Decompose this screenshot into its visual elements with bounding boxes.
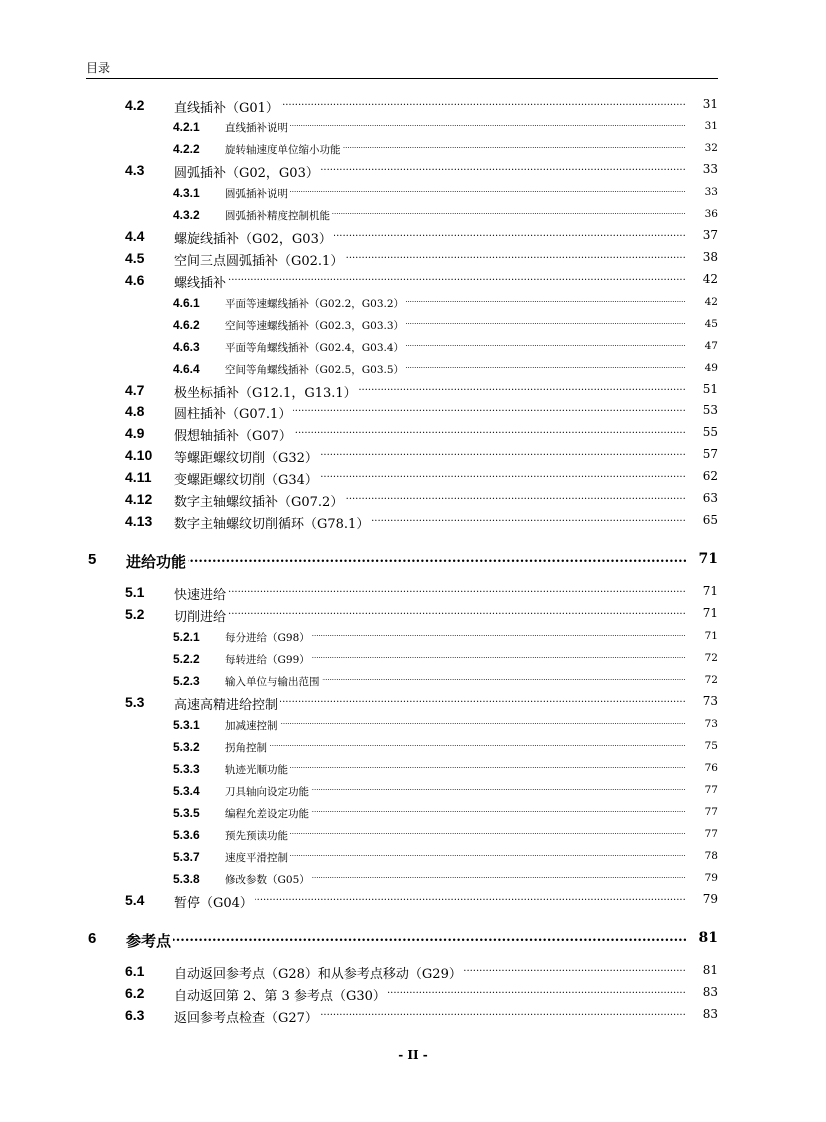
toc-entry-title: 圆柱插补（G07.1）: [174, 403, 293, 422]
toc-leader-dots: [126, 551, 696, 566]
toc-entry-number: 4.2: [125, 97, 145, 113]
toc-entry-title: 进给功能: [126, 553, 187, 571]
toc-entry-title: 刀具轴向设定功能: [225, 786, 309, 798]
toc-entry-title: 自动返回第 2、第 3 参考点（G30）: [174, 985, 388, 1004]
toc-entry-page: 75: [686, 740, 718, 752]
toc-entry[interactable]: [0, 183, 826, 203]
toc-entry-number: 6: [88, 930, 97, 947]
toc-leader-dots: [126, 930, 696, 945]
toc-entry-page: 71: [686, 606, 718, 620]
toc-entry[interactable]: [0, 962, 826, 982]
toc-leader-dots: [225, 120, 696, 128]
toc-leader-dots: [174, 272, 696, 283]
toc-entry-title: 假想轴插补（G07）: [174, 425, 294, 444]
toc-entry-number: 4.6.3: [173, 340, 200, 354]
toc-entry[interactable]: [0, 227, 826, 247]
toc-entry[interactable]: [0, 337, 826, 357]
toc-entry-title: 返回参考点检查（G27）: [174, 1007, 320, 1026]
toc-entry-number: 5.3.8: [173, 872, 200, 886]
toc-entry-number: 4.6.1: [173, 296, 200, 310]
toc-entry-number: 5.3.2: [173, 740, 200, 754]
toc-entry-number: 4.5: [125, 250, 145, 266]
toc-entry-title: 高速高精进给控制: [174, 694, 280, 713]
toc-entry[interactable]: [0, 930, 826, 950]
toc-entry-title: 每转进给（G99）: [225, 654, 310, 666]
toc-entry-page: 32: [686, 142, 718, 154]
toc-entry-page: 62: [686, 469, 718, 483]
toc-entry-page: 71: [686, 630, 718, 642]
toc-entry-title: 螺旋线插补（G02，G03）: [174, 228, 334, 247]
toc-entry-number: 5.3.1: [173, 718, 200, 732]
toc-entry-page: 31: [686, 97, 718, 111]
toc-entry-page: 63: [686, 491, 718, 505]
toc-entry-page: 49: [686, 362, 718, 374]
toc-entry[interactable]: [0, 271, 826, 291]
toc-entry-page: 72: [686, 674, 718, 686]
toc-entry-number: 5.4: [125, 892, 145, 908]
toc-entry-number: 4.4: [125, 228, 145, 244]
toc-entry-title: 空间等速螺线插补（G02.3，G03.3）: [225, 320, 405, 332]
toc-entry-page: 31: [686, 120, 718, 132]
toc-entry-title: 暂停（G04）: [174, 892, 255, 911]
toc-entry[interactable]: [0, 161, 826, 181]
toc-entry-title: 数字主轴螺纹切削循环（G78.1）: [174, 513, 371, 532]
toc-entry-number: 5.3: [125, 694, 145, 710]
toc-leader-dots: [174, 584, 696, 595]
toc-entry[interactable]: [0, 627, 826, 647]
toc-entry[interactable]: [0, 605, 826, 625]
toc-leader-dots: [225, 762, 696, 770]
toc-entry-title: 轨迹光顺功能: [225, 764, 288, 776]
toc-entry-page: 42: [686, 296, 718, 308]
toc-entry-number: 5: [88, 551, 97, 568]
toc-entry-title: 参考点: [126, 932, 172, 950]
toc-leader-dots: [225, 850, 696, 858]
toc-entry[interactable]: [0, 737, 826, 757]
toc-entry[interactable]: [0, 96, 826, 116]
toc-entry-page: 76: [686, 762, 718, 774]
toc-entry-page: 83: [686, 985, 718, 999]
toc-entry-page: 73: [686, 694, 718, 708]
toc-entry-page: 81: [686, 930, 718, 946]
page-number: - II -: [398, 1048, 428, 1062]
toc-entry-number: 4.7: [125, 382, 145, 398]
toc-entry-page: 65: [686, 513, 718, 527]
toc-entry-title: 平面等速螺线插补（G02.2，G03.2）: [225, 298, 405, 310]
toc-entry-number: 4.6: [125, 272, 145, 288]
toc-entry[interactable]: [0, 649, 826, 669]
toc-entry-page: 77: [686, 828, 718, 840]
toc-entry-number: 6.2: [125, 985, 145, 1001]
toc-entry-title: 极坐标插补（G12.1，G13.1）: [174, 382, 359, 401]
toc-entry[interactable]: [0, 117, 826, 137]
toc-entry-page: 79: [686, 872, 718, 884]
toc-entry-page: 72: [686, 652, 718, 664]
toc-entry[interactable]: [0, 205, 826, 225]
toc-entry-title: 空间等角螺线插补（G02.5，G03.5）: [225, 364, 405, 376]
toc-entry-page: 71: [686, 584, 718, 598]
toc-entry-title: 空间三点圆弧插补（G02.1）: [174, 250, 345, 269]
toc-entry[interactable]: [0, 803, 826, 823]
toc-entry-number: 5.3.3: [173, 762, 200, 776]
toc-entry[interactable]: [0, 869, 826, 889]
toc-entry[interactable]: [0, 315, 826, 335]
toc-entry-number: 4.13: [125, 513, 153, 529]
toc-entry-title: 速度平滑控制: [225, 852, 288, 864]
toc-leader-dots: [174, 606, 696, 617]
toc-entry[interactable]: [0, 1006, 826, 1026]
toc-entry-page: 79: [686, 892, 718, 906]
toc-entry-title: 等螺距螺纹切削（G32）: [174, 447, 320, 466]
toc-entry-number: 4.6.2: [173, 318, 200, 332]
toc-entry-title: 旋转轴速度单位缩小功能: [225, 144, 341, 156]
toc-entry-page: 77: [686, 784, 718, 796]
toc-entry-page: 71: [686, 551, 718, 567]
toc-entry[interactable]: [0, 825, 826, 845]
toc-entry[interactable]: [0, 512, 826, 532]
toc-entry-title: 平面等角螺线插补（G02.4，G03.4）: [225, 342, 405, 354]
toc-entry-number: 5.2.2: [173, 652, 200, 666]
toc-entry-page: 78: [686, 850, 718, 862]
toc-entry-title: 自动返回参考点（G28）和从参考点移动（G29）: [174, 963, 464, 982]
header-title: 目录: [86, 61, 111, 75]
toc-entry[interactable]: [0, 715, 826, 735]
toc-entry-number: 5.1: [125, 584, 145, 600]
toc-entry[interactable]: [0, 139, 826, 159]
toc-entry-number: 4.8: [125, 403, 145, 419]
toc-entry-page: 55: [686, 425, 718, 439]
toc-entry-title: 快速进给: [174, 584, 228, 603]
toc-entry-number: 5.2.1: [173, 630, 200, 644]
toc-entry-title: 拐角控制: [225, 742, 267, 754]
toc-entry-number: 4.9: [125, 425, 145, 441]
toc-entry[interactable]: [0, 402, 826, 422]
toc-entry-page: 42: [686, 272, 718, 286]
toc-entry-number: 6.3: [125, 1007, 145, 1023]
toc-entry-title: 加减速控制: [225, 720, 278, 732]
toc-leader-dots: [225, 828, 696, 836]
toc-entry[interactable]: [0, 847, 826, 867]
toc-entry-page: 36: [686, 208, 718, 220]
toc-entry-page: 33: [686, 162, 718, 176]
toc-entry-number: 5.3.6: [173, 828, 200, 842]
toc-entry-number: 5.2.3: [173, 674, 200, 688]
toc-entry-number: 4.3.1: [173, 186, 200, 200]
toc-entry[interactable]: [0, 671, 826, 691]
toc-entry-number: 4.11: [125, 469, 152, 485]
toc-entry[interactable]: [0, 759, 826, 779]
toc-entry-number: 4.12: [125, 491, 153, 507]
toc-entry-title: 切削进给: [174, 606, 228, 625]
toc-entry-page: 83: [686, 1007, 718, 1021]
toc-entry-title: 直线插补（G01）: [174, 97, 281, 116]
toc-entry[interactable]: [0, 293, 826, 313]
toc-entry-number: 6.1: [125, 963, 145, 979]
toc-entry-page: 38: [686, 250, 718, 264]
toc-entry-page: 81: [686, 963, 718, 977]
toc-leader-dots: [225, 718, 696, 726]
toc-entry-number: 4.3: [125, 162, 145, 178]
toc-entry[interactable]: [0, 381, 826, 401]
toc-entry[interactable]: [0, 490, 826, 510]
toc-entry-number: 5.3.5: [173, 806, 200, 820]
toc-entry-title: 直线插补说明: [225, 122, 288, 134]
toc-entry-number: 4.2.1: [173, 120, 200, 134]
toc-entry-page: 53: [686, 403, 718, 417]
toc-entry[interactable]: [0, 984, 826, 1004]
toc-leader-dots: [225, 740, 696, 748]
toc-entry-number: 4.2.2: [173, 142, 200, 156]
toc-entry-title: 圆弧插补精度控制机能: [225, 210, 330, 222]
toc-entry-title: 预先预读功能: [225, 830, 288, 842]
toc-entry-page: 37: [686, 228, 718, 242]
toc-entry[interactable]: [0, 468, 826, 488]
toc-entry[interactable]: [0, 693, 826, 713]
toc-entry[interactable]: [0, 249, 826, 269]
toc-entry-title: 输入单位与输出范围: [225, 676, 320, 688]
page-footer: [0, 1048, 826, 1062]
toc-entry-page: 33: [686, 186, 718, 198]
toc-entry-page: 57: [686, 447, 718, 461]
toc-entry[interactable]: [0, 891, 826, 911]
toc-entry-page: 51: [686, 382, 718, 396]
toc-entry-number: 4.10: [125, 447, 153, 463]
toc-entry-page: 73: [686, 718, 718, 730]
toc-entry-title: 圆弧插补（G02，G03）: [174, 162, 321, 181]
toc-leader-dots: [225, 186, 696, 194]
toc-entry[interactable]: [0, 424, 826, 444]
toc-entry[interactable]: [0, 583, 826, 603]
toc-entry-page: 47: [686, 340, 718, 352]
toc-entry-page: 45: [686, 318, 718, 330]
toc-entry[interactable]: [0, 446, 826, 466]
toc-entry-title: 螺线插补: [174, 272, 228, 291]
toc-entry-number: 4.3.2: [173, 208, 200, 222]
toc-entry-title: 变螺距螺纹切削（G34）: [174, 469, 320, 488]
toc-entry-number: 4.6.4: [173, 362, 200, 376]
toc-entry-number: 5.2: [125, 606, 145, 622]
toc-entry-title: 修改参数（G05）: [225, 874, 310, 886]
toc-entry-title: 数字主轴螺纹插补（G07.2）: [174, 491, 345, 510]
toc-entry-title: 每分进给（G98）: [225, 632, 310, 644]
toc-entry[interactable]: [0, 551, 826, 571]
toc-entry-title: 圆弧插补说明: [225, 188, 288, 200]
toc-entry-page: 77: [686, 806, 718, 818]
toc-entry-title: 编程允差设定功能: [225, 808, 309, 820]
toc-entry[interactable]: [0, 781, 826, 801]
toc-entry-number: 5.3.4: [173, 784, 200, 798]
toc-entry-number: 5.3.7: [173, 850, 200, 864]
toc-entry[interactable]: [0, 359, 826, 379]
